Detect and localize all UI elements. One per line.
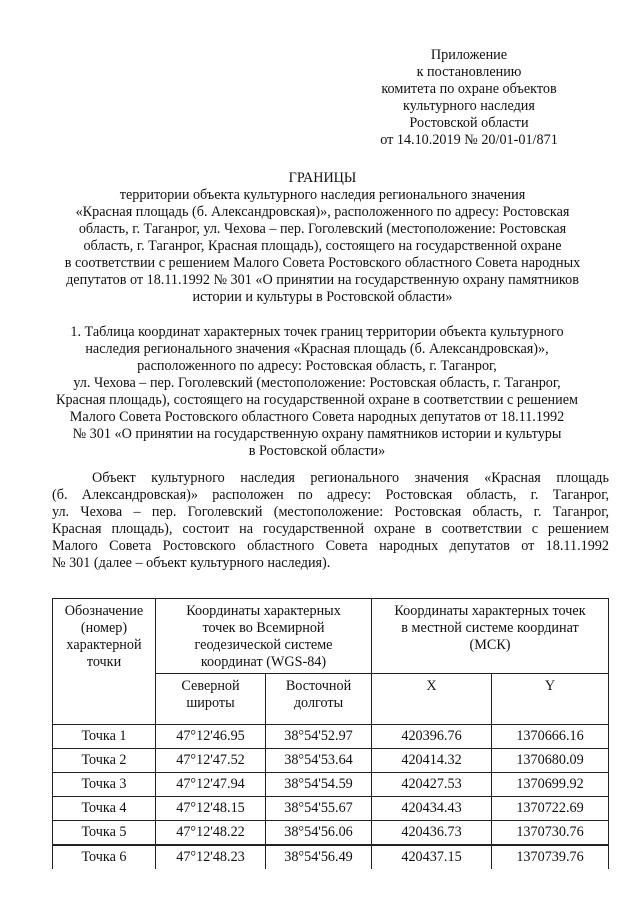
title-heading: ГРАНИЦЫ (288, 170, 357, 186)
table-row (53, 821, 609, 846)
cell-east: 38°54'56.49 (266, 845, 372, 869)
table-row (53, 845, 609, 869)
appendix-line: Приложение (430, 47, 508, 63)
cell-y: 1370739.76 (492, 845, 609, 869)
appendix-line: к постановлению (416, 64, 522, 80)
cell-y: 1370730.76 (492, 821, 609, 846)
section-line: в Ростовской области» (248, 443, 386, 459)
cell-x: 420414.32 (372, 749, 492, 773)
cell-x: 420436.73 (372, 821, 492, 846)
section-line: 1. Таблица координат характерных точек границ территории объекта культурного (70, 324, 564, 340)
paragraph-line: (б. Александровская)» расположен по адресу: Ростовская область, г. Таганрог, (52, 487, 609, 503)
table-row (53, 725, 609, 749)
appendix-block (359, 47, 579, 149)
section-line: расположенного по адресу: Ростовская область, г. Таганрог, (137, 358, 497, 374)
subheader-y: Y (492, 674, 609, 725)
paragraph-line: Красная площадь), состоит на государственной охране в соответствии с решением (52, 521, 609, 537)
cell-point: Точка 6 (53, 845, 156, 869)
paragraph-line: ул. Чехова – пер. Гоголевский (местоположение: Ростовская область, г. Таганрог, (52, 504, 609, 520)
cell-point: Точка 1 (53, 725, 156, 749)
table-subheader-row (53, 674, 609, 725)
cell-y: 1370680.09 (492, 749, 609, 773)
title-line: область, г. Таганрог, Красная площадь), состоящего на государственной охране (83, 238, 562, 254)
subheader-x: X (372, 674, 492, 725)
cell-north: 47°12'47.94 (156, 773, 266, 797)
section-heading (32, 324, 602, 460)
paragraph-line: Малого Совета Ростовского областного Совета народных депутатов от 18.11.1992 (52, 538, 609, 554)
cell-point: Точка 3 (53, 773, 156, 797)
cell-east: 38°54'55.67 (266, 797, 372, 821)
paragraph-line: № 301 (далее – объект культурного наследия). (52, 555, 331, 571)
cell-x: 420396.76 (372, 725, 492, 749)
cell-east: 38°54'56.06 (266, 821, 372, 846)
header-msk: Координаты характерных точек в местной системе координат (МСК) (372, 599, 609, 674)
cell-north: 47°12'46.95 (156, 725, 266, 749)
appendix-line: культурного наследия (403, 98, 535, 114)
subheader-east: Восточной долготы (266, 674, 372, 725)
cell-east: 38°54'52.97 (266, 725, 372, 749)
document-title (45, 170, 600, 306)
cell-x: 420434.43 (372, 797, 492, 821)
section-line: № 301 «О принятии на государственную охрану памятников истории и культуры (72, 426, 562, 442)
paragraph-line: Объект культурного наследия регионального значения «Красная площадь (92, 470, 609, 486)
header-designation: Обозначение (номер) характерной точки (53, 599, 156, 674)
cell-north: 47°12'48.15 (156, 797, 266, 821)
header-wgs: Координаты характерных точек во Всемирной геодезической системе координат (WGS-84) (156, 599, 372, 674)
title-line: истории и культуры в Ростовской области» (192, 289, 453, 305)
cell-point: Точка 4 (53, 797, 156, 821)
section-line: наследия регионального значения «Красная площадь (б. Александровская)», (85, 341, 549, 357)
cell-north: 47°12'48.23 (156, 845, 266, 869)
coordinates-table (52, 598, 609, 869)
title-line: «Красная площадь (б. Александровская)», расположенного по адресу: Ростовская (75, 204, 570, 220)
subheader-empty (53, 674, 156, 725)
title-line: территории объекта культурного наследия регионального значения (119, 187, 526, 203)
table-row (53, 773, 609, 797)
title-line: депутатов от 18.11.1992 № 301 «О принятии на государственную охрану памятников (66, 272, 579, 288)
title-line: область, г. Таганрог, ул. Чехова – пер. Гоголевский (местоположение: Ростовская (78, 221, 567, 237)
title-line: в соответствии с решением Малого Совета Ростовского областного Совета народных (64, 255, 581, 271)
section-line: Малого Совета Ростовского областного Совета народных депутатов от 18.11.1992 (69, 409, 565, 425)
section-line: Красная площадь), состоящего на государственной охране в соответствии с решением (56, 392, 578, 408)
cell-point: Точка 5 (53, 821, 156, 846)
cell-east: 38°54'54.59 (266, 773, 372, 797)
body-paragraph (52, 470, 609, 572)
cell-x: 420437.15 (372, 845, 492, 869)
cell-x: 420427.53 (372, 773, 492, 797)
table-row (53, 749, 609, 773)
cell-east: 38°54'53.64 (266, 749, 372, 773)
cell-y: 1370699.92 (492, 773, 609, 797)
appendix-line: комитета по охране объектов (381, 81, 557, 97)
appendix-line: Ростовской области (409, 115, 529, 131)
table-row (53, 797, 609, 821)
cell-north: 47°12'47.52 (156, 749, 266, 773)
table-header-row (53, 599, 609, 674)
cell-y: 1370666.16 (492, 725, 609, 749)
cell-y: 1370722.69 (492, 797, 609, 821)
cell-north: 47°12'48.22 (156, 821, 266, 846)
appendix-line: от 14.10.2019 № 20/01-01/871 (380, 132, 558, 148)
subheader-north: Северной широты (156, 674, 266, 725)
cell-point: Точка 2 (53, 749, 156, 773)
section-line: ул. Чехова – пер. Гоголевский (местоположение: Ростовская область, г. Таганрог, (73, 375, 561, 391)
